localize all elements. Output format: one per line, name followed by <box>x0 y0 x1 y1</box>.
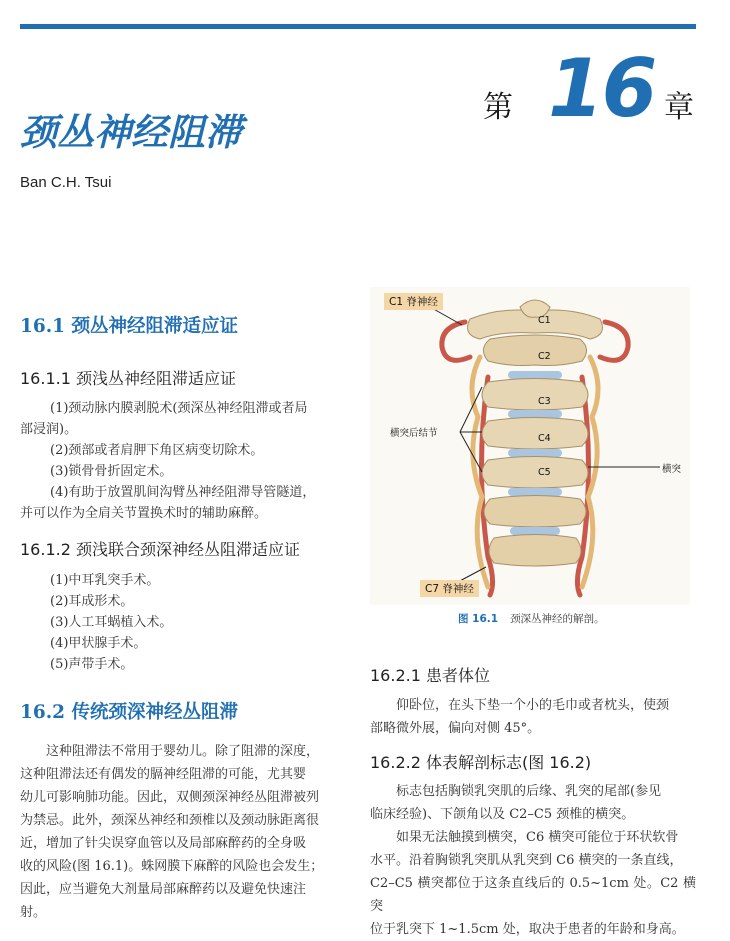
vertebra-label-c4: C4 <box>538 433 551 444</box>
list-item: (1)中耳乳突手术。 <box>50 573 160 588</box>
figure-caption-text: 颈深丛神经的解剖。 <box>510 613 605 625</box>
list-item: (3)锁骨骨折固定术。 <box>50 464 173 479</box>
text-line: 部略微外展，偏向对侧 45°。 <box>370 721 541 736</box>
list-item: (4)有助于放置肌间沟臂丛神经阻滞导管隧道， <box>50 485 316 500</box>
text-line: 这种阻滞法不常用于婴幼儿。除了阻滞的深度， <box>46 744 320 759</box>
chapter-number: 16 <box>548 42 656 135</box>
text-line: 近，增加了针尖误穿血管以及局部麻醉药的全身吸 <box>20 836 307 851</box>
vertebra-label-c5: C5 <box>538 467 551 478</box>
list-16-1-1 <box>20 398 350 524</box>
author: Ban C.H. Tsui <box>20 174 112 191</box>
text-line: 仰卧位，在头下垫一个小的毛巾或者枕头，使颈 <box>396 698 670 713</box>
vertebra-label-c1: C1 <box>538 315 551 326</box>
text-line: 临床经验)、下颌角以及 C2–C5 颈椎的横突。 <box>370 807 635 822</box>
figure-callout-c7: C7 脊神经 <box>420 580 479 597</box>
list-item: (3)人工耳蜗植入术。 <box>50 615 173 630</box>
text-line: 幼儿可影响肺功能。因此，双侧颈深神经丛阻滞被列 <box>20 790 320 805</box>
list-item: (2)颈部或者肩胛下角区病变切除术。 <box>50 443 264 458</box>
list-item: (1)颈动脉内膜剥脱术(颈深丛神经阻滞或者局 <box>50 401 308 416</box>
subsection-heading-16-1-1: 16.1.1 颈浅丛神经阻滞适应证 <box>20 369 236 388</box>
chapter-suffix: 章 <box>664 90 694 125</box>
paragraph-16-2-1 <box>370 694 696 740</box>
text-line: 标志包括胸锁乳突肌的后缘、乳突的尾部(参见 <box>396 784 662 799</box>
subsection-heading-16-2-2: 16.2.2 体表解剖标志(图 16.2) <box>370 753 592 772</box>
chapter-prefix: 第 <box>483 90 513 125</box>
figure-label-transverse-process: 横突 <box>662 464 682 475</box>
cervical-spine-illustration <box>370 287 690 605</box>
chapter-title: 颈丛神经阻滞 <box>20 111 242 154</box>
top-accent-bar <box>20 24 696 29</box>
vertebra-stack <box>482 371 588 566</box>
text-line: 射。 <box>20 905 47 920</box>
list-item: (5)声带手术。 <box>50 657 134 672</box>
section-heading-16-2: 16.2 传统颈深神经丛阻滞 <box>20 702 238 723</box>
text-line: 因此，应当避免大剂量局部麻醉药以及避免快速注 <box>20 882 307 897</box>
text-line: 为禁忌。此外，颈深丛神经和颈椎以及颈动脉距离很 <box>20 813 320 828</box>
figure-callout-c1: C1 脊神经 <box>384 293 443 310</box>
figure-label-posterior-tubercle: 横突后结节 <box>390 428 438 439</box>
list-item-continued: 并可以作为全肩关节置换术时的辅助麻醉。 <box>20 506 268 521</box>
paragraph-16-2 <box>20 740 350 924</box>
text-line: 水平。沿着胸锁乳突肌从乳突到 C6 横突的一条直线， <box>370 853 683 868</box>
list-item: (2)耳成形术。 <box>50 594 134 609</box>
paragraph-16-2-2 <box>370 780 696 941</box>
vertebra-label-c3: C3 <box>538 396 551 407</box>
figure-caption <box>458 611 605 626</box>
list-item: (4)甲状腺手术。 <box>50 636 147 651</box>
subsection-heading-16-1-2: 16.1.2 颈浅联合颈深神经丛阻滞适应证 <box>20 540 300 559</box>
figure-number: 图 16.1 <box>458 613 499 625</box>
list-16-1-2 <box>50 570 350 675</box>
figure-16-1 <box>370 287 690 605</box>
vertebra-label-c2: C2 <box>538 351 551 362</box>
text-line: 收的风险(图 16.1)。蛛网膜下麻醉的风险也会发生； <box>20 859 324 874</box>
list-item-continued: 部浸润)。 <box>20 422 78 437</box>
section-heading-16-1: 16.1 颈丛神经阻滞适应证 <box>20 316 238 337</box>
text-line: 位于乳突下 1~1.5cm 处，取决于患者的年龄和身高。 <box>370 922 685 937</box>
text-line: C2–C5 横突都位于这条直线后的 0.5~1cm 处。C2 横突 <box>370 876 696 914</box>
text-line: 如果无法触摸到横突，C6 横突可能位于环状软骨 <box>396 830 679 845</box>
subsection-heading-16-2-1: 16.2.1 患者体位 <box>370 666 490 685</box>
text-line: 这种阻滞法还有偶发的膈神经阻滞的可能，尤其婴 <box>20 767 307 782</box>
